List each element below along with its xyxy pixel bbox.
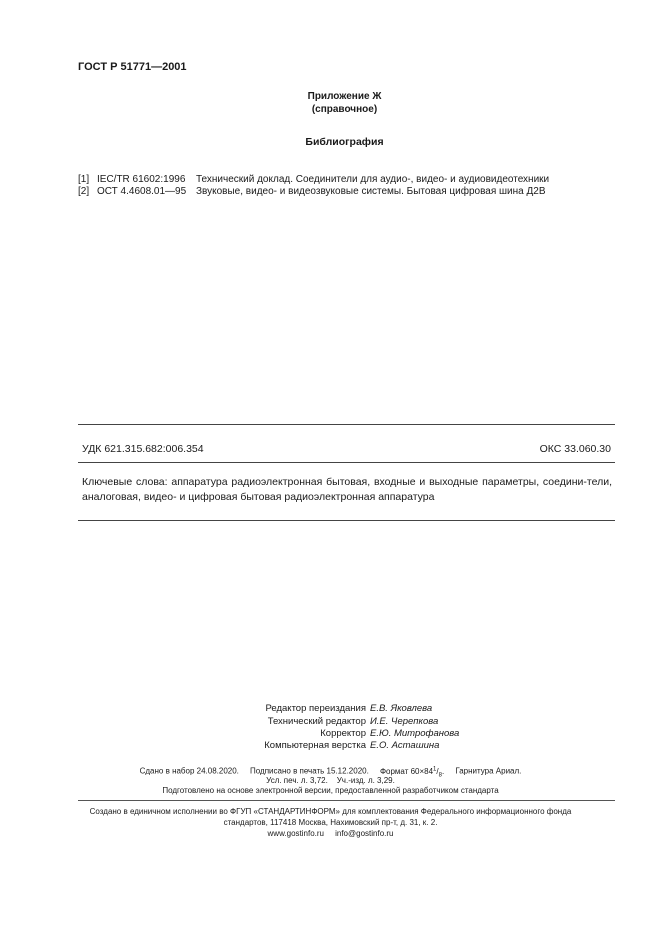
divider xyxy=(78,520,615,521)
document-code: ГОСТ Р 51771—2001 xyxy=(78,61,187,73)
publisher-line: Создано в единичном исполнении во ФГУП «СТАНДАРТИНФОРМ» для комплектования Федерального информационного фонда xyxy=(89,807,572,816)
print-source: Подготовлено на основе электронной версии, предоставленной разработчиком стандарта xyxy=(162,786,499,795)
reference-number: [2] xyxy=(78,186,90,197)
print-typeface: Гарнитура Ариал. xyxy=(455,766,522,776)
staff-person: Е.Ю. Митрофанова xyxy=(370,728,460,739)
staff-person: Е.О. Асташина xyxy=(370,740,440,751)
divider xyxy=(78,800,615,801)
staff-row xyxy=(0,728,661,739)
annex-title: Приложение Ж xyxy=(307,91,382,102)
staff-row xyxy=(0,740,661,751)
reference-code: IEC/TR 61602:1996 xyxy=(97,174,186,185)
divider xyxy=(78,462,615,463)
publisher-address: стандартов, 117418 Москва, Нахимовский пр-т, д. 31, к. 2. xyxy=(223,818,438,827)
bibliography-item xyxy=(78,186,546,197)
bibliography-title: Библиография xyxy=(305,136,384,148)
oks-code: ОКС 33.060.30 xyxy=(539,443,611,455)
staff-row xyxy=(0,703,661,714)
print-format: Формат $60\times 84^1/_8$. xyxy=(379,766,445,779)
bibliography-item xyxy=(78,174,549,185)
print-signed: Подписано в печать 15.12.2020. xyxy=(250,766,369,776)
annex-subtitle: (справочное) xyxy=(311,104,378,115)
reference-number: [1] xyxy=(78,174,90,185)
reference-text: Звуковые, видео- и видеозвуковые системы. Бытовая цифровая шина Д2В xyxy=(196,186,546,197)
staff-person: И.Е. Черепкова xyxy=(370,716,439,727)
print-sheets: Усл. печ. л. 3,72. Уч.-изд. л. 3,29. xyxy=(266,776,395,785)
staff-role: Компьютерная верстка xyxy=(264,740,366,751)
staff-row xyxy=(0,716,661,727)
keywords: Ключевые слова: аппаратура радиоэлектронная бытовая, входные и выходные параметры, соедини-тели, аналоговая, видео- и цифровая бытовая радиоэлектронная аппаратура xyxy=(82,476,612,503)
reference-code: ОСТ 4.4608.01—95 xyxy=(97,186,187,197)
print-submitted: Сдано в набор 24.08.2020. xyxy=(139,766,239,776)
divider xyxy=(78,424,615,425)
staff-role: Редактор переиздания xyxy=(265,703,366,714)
publisher-contacts: www.gostinfo.ru info@gostinfo.ru xyxy=(267,829,394,838)
staff-role: Корректор xyxy=(320,728,366,739)
staff-person: Е.В. Яковлева xyxy=(370,703,433,714)
staff-role: Технический редактор xyxy=(267,716,366,727)
reference-text: Технический доклад. Соединители для аудио-, видео- и аудиовидеотехники xyxy=(196,174,550,185)
udc-code: УДК 621.315.682:006.354 xyxy=(82,443,204,455)
